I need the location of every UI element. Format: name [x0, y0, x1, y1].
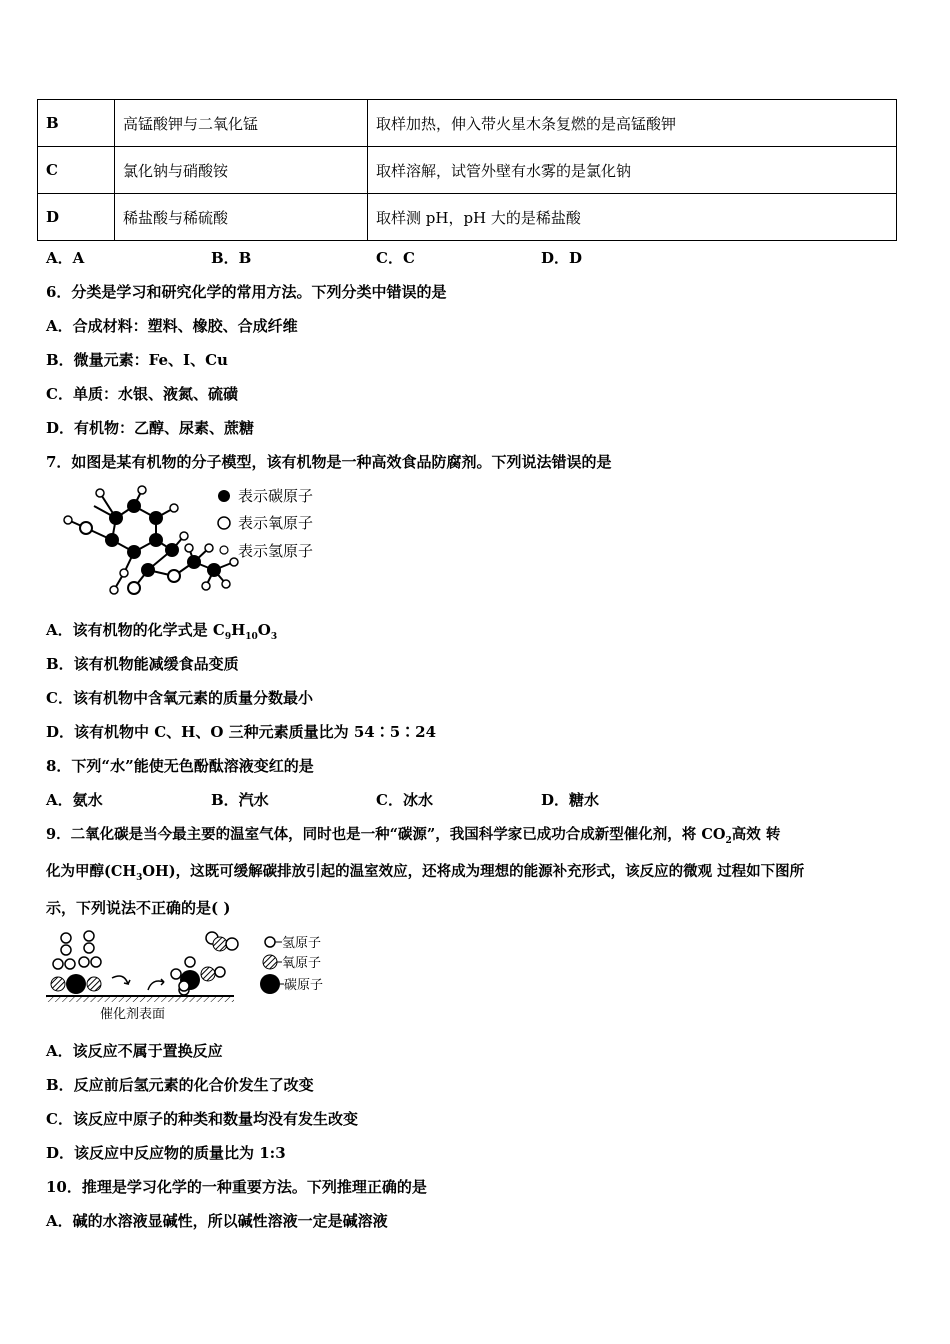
subscript: 10 — [245, 632, 258, 642]
molecule-model-figure — [44, 478, 354, 600]
q7-option-c[interactable]: C．该有机物中含氧元素的质量分数最小 — [46, 689, 313, 707]
q7-option-a[interactable] — [46, 619, 277, 642]
legend-carbon-label: 表示碳原子 — [238, 487, 314, 505]
legend-hydrogen-icon — [265, 937, 275, 947]
legend-hydrogen-label: 氢原子 — [282, 936, 322, 951]
legend-hydrogen-icon — [220, 546, 228, 554]
q8-choice-d[interactable]: D．糖水 — [541, 791, 600, 809]
q5-choice-d[interactable]: D．D — [541, 249, 583, 267]
option-table — [37, 99, 897, 241]
q8-stem: 8．下列“水”能使无色酚酞溶液变红的是 — [46, 757, 314, 775]
carbon-atom — [66, 974, 86, 994]
table-row — [38, 100, 897, 147]
q9-stem-line3: 示，下列说法不正确的是( ) — [46, 899, 231, 917]
element-symbol: H — [231, 621, 246, 639]
q8-choice-a[interactable]: A．氨水 — [46, 791, 103, 809]
legend-oxygen-label: 表示氧原子 — [238, 514, 314, 532]
table-row — [38, 147, 897, 194]
q7-option-b[interactable]: B．该有机物能减缓食品变质 — [46, 655, 239, 673]
legend-oxygen-label: 氧原子 — [282, 956, 322, 971]
text: OH)，这既可缓解碳排放引起的温室效应，还将成为理想的能源补充形式，该反应的微观 过程如下图所 — [142, 863, 805, 880]
q10-option-a[interactable]: A．碱的水溶液显碱性，所以碱性溶液一定是碱溶液 — [46, 1212, 388, 1230]
row-label: C — [38, 147, 115, 194]
method: 取样溶解，试管外壁有水雾的是氯化钠 — [368, 147, 897, 194]
q9-option-a[interactable]: A．该反应不属于置换反应 — [46, 1042, 223, 1060]
q7-option-a-text: A．该有机物的化学式是 C — [46, 621, 225, 639]
row-label: D — [38, 194, 115, 241]
text: 化为甲醇(CH — [46, 863, 137, 880]
legend-carbon-icon — [260, 974, 280, 994]
q8-choice-b[interactable]: B．汽水 — [211, 791, 269, 809]
hydrogen-molecules — [53, 931, 101, 969]
oxygen-atom — [51, 977, 65, 991]
arrow-icon — [112, 976, 130, 984]
legend-oxygen-icon — [263, 955, 277, 969]
q8-choice-c[interactable]: C．冰水 — [376, 791, 433, 809]
method: 取样加热，伸入带火星木条复燃的是高锰酸钾 — [368, 100, 897, 147]
q5-choice-a[interactable]: A．A — [46, 249, 85, 267]
q7-option-d[interactable]: D．该有机物中 C、H、O 三种元素质量比为 54∶5∶24 — [46, 723, 437, 741]
q5-choice-b[interactable]: B．B — [211, 249, 252, 267]
q9-stem-line2 — [46, 860, 804, 883]
q6-option-a[interactable]: A．合成材料：塑料、橡胶、合成纤维 — [46, 317, 298, 335]
q5-choice-c[interactable]: C．C — [376, 249, 415, 267]
text: 高效 转 — [731, 826, 781, 843]
q6-option-b[interactable]: B．微量元素：Fe、I、Cu — [46, 351, 228, 369]
q6-stem: 6．分类是学习和研究化学的常用方法。下列分类中错误的是 — [46, 283, 447, 301]
q9-option-b[interactable]: B．反应前后氢元素的化合价发生了改变 — [46, 1076, 314, 1094]
q6-option-c[interactable]: C．单质：水银、液氮、硫磺 — [46, 385, 238, 403]
subscript: 3 — [270, 632, 278, 642]
element-symbol: O — [257, 621, 271, 639]
legend-carbon-icon — [218, 490, 230, 502]
subscript: 2 — [725, 835, 732, 846]
q6-option-d[interactable]: D．有机物：乙醇、尿素、蔗糖 — [46, 419, 255, 437]
method: 取样测 pH，pH 大的是稀盐酸 — [368, 194, 897, 241]
row-label: B — [38, 100, 115, 147]
subscript: 9 — [224, 632, 232, 642]
oxygen-atom — [87, 977, 101, 991]
substance-pair: 高锰酸钾与二氧化锰 — [115, 100, 368, 147]
substance-pair: 氯化钠与硝酸铵 — [115, 147, 368, 194]
q7-stem: 7．如图是某有机物的分子模型，该有机物是一种高效食品防腐剂。下列说法错误的是 — [46, 453, 612, 471]
legend-oxygen-icon — [218, 517, 230, 529]
surface-label: 催化剂表面 — [100, 1007, 166, 1022]
text: 9．二氧化碳是当今最主要的温室气体，同时也是一种“碳源”，我国科学家已成功合成新型催化剂，将 CO — [46, 826, 726, 843]
legend-hydrogen-label: 表示氢原子 — [238, 542, 314, 560]
q9-stem-line1 — [46, 823, 780, 846]
subscript: 3 — [136, 872, 143, 883]
substance-pair: 稀盐酸与稀硫酸 — [115, 194, 368, 241]
reaction-micro-figure — [44, 928, 344, 1024]
q10-stem: 10．推理是学习化学的一种重要方法。下列推理正确的是 — [46, 1178, 427, 1196]
q9-option-c[interactable]: C．该反应中原子的种类和数量均没有发生改变 — [46, 1110, 358, 1128]
table-row — [38, 194, 897, 241]
legend-carbon-label: 碳原子 — [284, 978, 324, 993]
arrow-icon — [148, 979, 164, 990]
q9-option-d[interactable]: D．该反应中反应物的质量比为 1:3 — [46, 1144, 286, 1162]
